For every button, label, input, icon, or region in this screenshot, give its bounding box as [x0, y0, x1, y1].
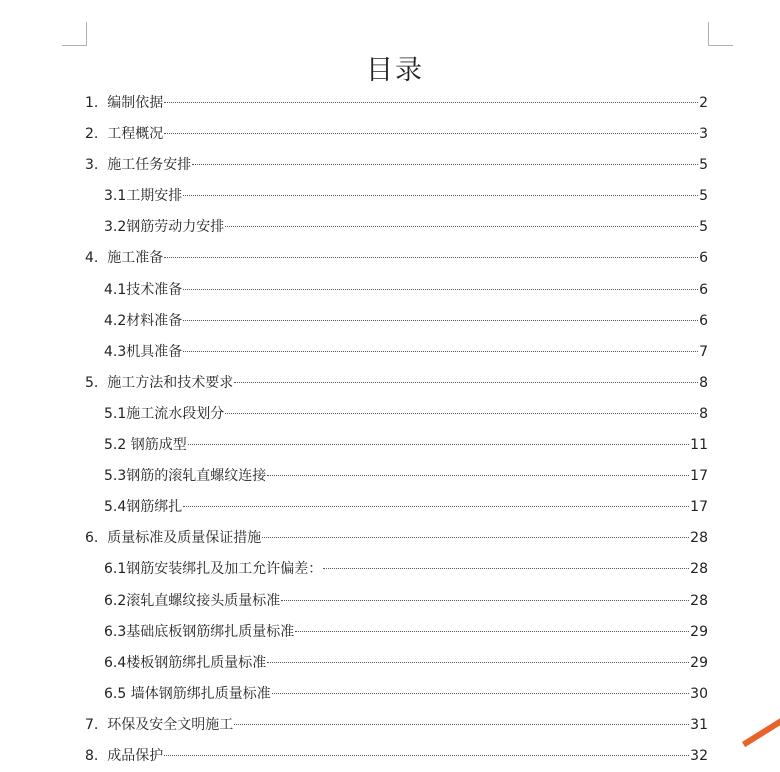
toc-page-number: 28 — [690, 530, 708, 547]
toc-entry[interactable] — [85, 617, 708, 648]
toc-page-number: 5 — [699, 188, 708, 205]
toc-entry-number: 4.3 — [104, 343, 127, 360]
toc-entry-label: 钢筋绑扎 — [126, 499, 183, 516]
toc-entry-number: 5.2 — [104, 437, 131, 454]
toc-entry-number: 1. — [85, 95, 108, 111]
toc-page-number: 17 — [690, 499, 708, 516]
toc-dot-leader — [267, 475, 689, 476]
toc-entry-number: 3.2 — [104, 219, 127, 236]
toc-entry[interactable] — [85, 399, 708, 430]
toc-page-number: 11 — [690, 437, 708, 454]
toc-page-number: 29 — [690, 623, 708, 640]
toc-entry-number: 5.1 — [104, 405, 127, 422]
toc-entry-label: 钢筋劳动力安排 — [126, 219, 225, 236]
toc-page-number: 7 — [699, 343, 708, 360]
toc-entry-label: 钢筋的滚轧直螺纹连接 — [126, 468, 267, 485]
toc-dot-leader — [234, 382, 698, 383]
toc-dot-leader — [164, 133, 698, 134]
toc-page-number: 30 — [690, 685, 708, 702]
toc-page-number: 29 — [690, 654, 708, 671]
toc-entry-number: 6.2 — [104, 592, 127, 609]
toc-dot-leader — [164, 257, 698, 258]
toc-entry-label: 技术准备 — [126, 281, 183, 298]
toc-entry[interactable] — [85, 88, 708, 119]
toc-entry-number: 6.1 — [104, 561, 127, 578]
toc-entry-label: 基础底板钢筋绑扎质量标准 — [126, 623, 295, 640]
toc-entry[interactable] — [85, 306, 708, 337]
toc-entry-number: 5.4 — [104, 499, 127, 516]
toc-entry-label: 滚轧直螺纹接头质量标准 — [126, 592, 281, 609]
toc-dot-leader — [183, 351, 698, 352]
toc-dot-leader — [183, 320, 698, 321]
toc-entry[interactable] — [85, 710, 708, 741]
toc-entry-label: 施工方法和技术要求 — [107, 374, 234, 391]
toc-dot-leader — [272, 693, 689, 694]
toc-entry-label: 环保及安全文明施工 — [107, 716, 234, 733]
toc-page-number: 5 — [699, 219, 708, 236]
toc-entry-number: 5. — [85, 374, 108, 391]
toc-entry[interactable] — [85, 119, 708, 150]
toc-entry[interactable] — [85, 741, 708, 772]
toc-dot-leader — [225, 226, 698, 227]
toc-page-number: 28 — [690, 592, 708, 609]
toc-entry-label: 施工准备 — [107, 250, 164, 267]
toc-entry-label: 材料准备 — [126, 312, 183, 329]
table-of-contents — [85, 88, 708, 772]
toc-entry[interactable] — [85, 212, 708, 243]
toc-entry-number: 5.3 — [104, 468, 127, 485]
toc-entry-number: 7. — [85, 716, 108, 733]
toc-page-number: 28 — [690, 561, 708, 578]
toc-entry-number: 6.5 — [104, 685, 131, 702]
toc-dot-leader — [188, 444, 689, 445]
toc-entry[interactable] — [85, 430, 708, 461]
toc-title: 目录 — [366, 55, 424, 86]
toc-entry-label: 施工任务安排 — [107, 157, 192, 174]
toc-page-number: 8 — [699, 374, 708, 391]
toc-entry-number: 4.2 — [104, 312, 127, 329]
toc-entry-number: 4.1 — [104, 281, 127, 298]
toc-entry-number: 6. — [85, 530, 108, 547]
toc-entry[interactable] — [85, 337, 708, 368]
page-corner-mark-left — [62, 22, 87, 46]
toc-entry[interactable] — [85, 181, 708, 212]
toc-entry-label: 墙体钢筋绑扎质量标准 — [130, 685, 271, 702]
toc-dot-leader — [183, 506, 689, 507]
toc-page-number: 2 — [699, 95, 708, 111]
toc-entry-label: 工期安排 — [126, 188, 183, 205]
toc-entry-number: 6.4 — [104, 654, 127, 671]
toc-entry[interactable] — [85, 648, 708, 679]
toc-entry-label: 成品保护 — [107, 747, 164, 764]
toc-entry[interactable] — [85, 492, 708, 523]
toc-entry-label: 编制依据 — [107, 95, 164, 111]
toc-dot-leader — [164, 755, 689, 756]
toc-entry-label: 钢筋成型 — [130, 437, 187, 454]
toc-dot-leader — [295, 631, 689, 632]
toc-entry-number: 8. — [85, 747, 108, 764]
toc-page-number: 17 — [690, 468, 708, 485]
toc-entry-label: 钢筋安装绑扎及加工允许偏差： — [126, 561, 323, 578]
toc-page-number: 6 — [699, 281, 708, 298]
toc-entry-label: 质量标准及质量保证措施 — [107, 530, 262, 547]
toc-entry[interactable] — [85, 679, 708, 710]
toc-dot-leader — [267, 662, 689, 663]
toc-entry[interactable] — [85, 586, 708, 617]
toc-dot-leader — [183, 195, 698, 196]
toc-entry[interactable] — [85, 368, 708, 399]
toc-dot-leader — [183, 289, 698, 290]
toc-entry-label: 工程概况 — [107, 126, 164, 143]
toc-entry-number: 6.3 — [104, 623, 127, 640]
toc-entry-number: 3.1 — [104, 188, 127, 205]
toc-entry[interactable] — [85, 461, 708, 492]
toc-entry-number: 2. — [85, 126, 108, 143]
toc-entry[interactable] — [85, 243, 708, 274]
toc-entry-number: 3. — [85, 157, 108, 174]
toc-entry-number: 4. — [85, 250, 108, 267]
toc-entry[interactable] — [85, 150, 708, 181]
toc-dot-leader — [262, 537, 689, 538]
toc-dot-leader — [323, 568, 689, 569]
toc-dot-leader — [234, 724, 689, 725]
toc-entry[interactable] — [85, 554, 708, 585]
toc-entry-label: 楼板钢筋绑扎质量标准 — [126, 654, 267, 671]
toc-page-number: 31 — [690, 716, 708, 733]
toc-entry[interactable] — [85, 275, 708, 306]
toc-page-number: 3 — [699, 126, 708, 143]
decorative-accent-stripe — [742, 700, 780, 747]
toc-entry-label: 机具准备 — [126, 343, 183, 360]
toc-page-number: 6 — [699, 250, 708, 267]
toc-page-number: 6 — [699, 312, 708, 329]
toc-entry[interactable] — [85, 523, 708, 554]
toc-page-number: 5 — [699, 157, 708, 174]
page-corner-mark-right — [708, 22, 733, 46]
toc-page-number: 8 — [699, 405, 708, 422]
toc-dot-leader — [225, 413, 698, 414]
toc-dot-leader — [281, 600, 689, 601]
toc-page-number: 32 — [690, 747, 708, 764]
toc-dot-leader — [192, 164, 698, 165]
toc-dot-leader — [164, 102, 698, 103]
toc-entry-label: 施工流水段划分 — [126, 405, 225, 422]
